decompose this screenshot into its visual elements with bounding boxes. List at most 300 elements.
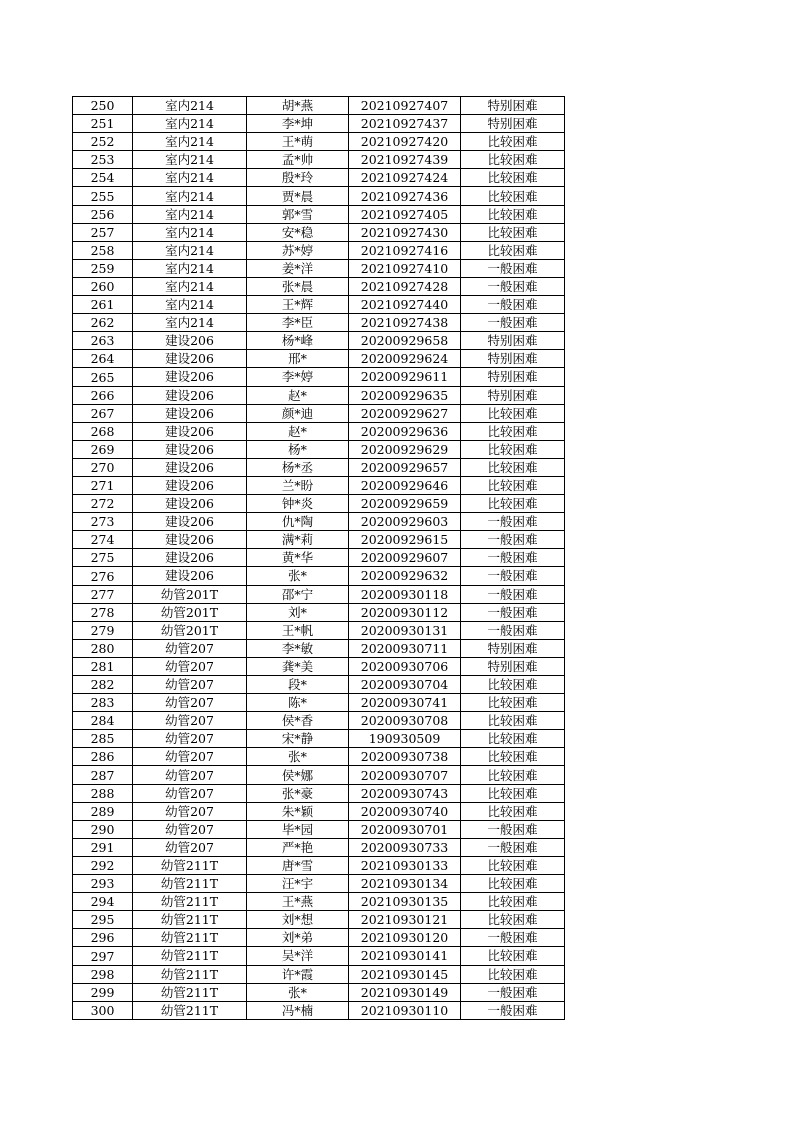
student-id-cell: 20210930121 [349, 911, 461, 929]
difficulty-level-cell: 一般困难 [461, 567, 565, 585]
difficulty-level-cell: 一般困难 [461, 585, 565, 603]
table-row [73, 784, 565, 802]
name-cell: 龚*美 [247, 657, 349, 675]
row-number-cell: 278 [73, 603, 133, 621]
name-cell: 张* [247, 983, 349, 1001]
row-number-cell: 275 [73, 549, 133, 567]
class-cell: 建设206 [133, 422, 247, 440]
table-row [73, 495, 565, 513]
class-cell: 幼管201T [133, 603, 247, 621]
difficulty-level-cell: 比较困难 [461, 748, 565, 766]
table-row [73, 440, 565, 458]
student-id-cell: 20210930133 [349, 856, 461, 874]
table-row [73, 404, 565, 422]
name-cell: 张*晨 [247, 277, 349, 295]
name-cell: 严*艳 [247, 838, 349, 856]
student-id-cell: 20210930149 [349, 983, 461, 1001]
difficulty-level-cell: 比较困难 [461, 133, 565, 151]
name-cell: 吴*洋 [247, 947, 349, 965]
student-id-cell: 20210927424 [349, 169, 461, 187]
name-cell: 冯*楠 [247, 1001, 349, 1019]
table-row [73, 983, 565, 1001]
table-row [73, 187, 565, 205]
class-cell: 幼管207 [133, 748, 247, 766]
table-row [73, 838, 565, 856]
table-row [73, 513, 565, 531]
difficulty-level-cell: 比较困难 [461, 802, 565, 820]
difficulty-level-cell: 特别困难 [461, 115, 565, 133]
class-cell: 幼管211T [133, 911, 247, 929]
difficulty-level-cell: 一般困难 [461, 820, 565, 838]
class-cell: 建设206 [133, 476, 247, 494]
class-cell: 幼管207 [133, 694, 247, 712]
name-cell: 安*稳 [247, 223, 349, 241]
student-id-cell: 20210930110 [349, 1001, 461, 1019]
class-cell: 室内214 [133, 187, 247, 205]
row-number-cell: 251 [73, 115, 133, 133]
student-id-cell: 20200929615 [349, 531, 461, 549]
name-cell: 杨* [247, 440, 349, 458]
name-cell: 钟*炎 [247, 495, 349, 513]
table-row [73, 259, 565, 277]
student-id-cell: 20200929658 [349, 332, 461, 350]
class-cell: 室内214 [133, 241, 247, 259]
student-id-cell: 20200929611 [349, 368, 461, 386]
difficulty-level-cell: 比较困难 [461, 766, 565, 784]
table-row [73, 169, 565, 187]
class-cell: 幼管207 [133, 820, 247, 838]
class-cell: 室内214 [133, 133, 247, 151]
row-number-cell: 283 [73, 694, 133, 712]
row-number-cell: 250 [73, 97, 133, 115]
student-id-cell: 20210927437 [349, 115, 461, 133]
difficulty-level-cell: 比较困难 [461, 476, 565, 494]
class-cell: 幼管211T [133, 856, 247, 874]
student-id-cell: 20200929646 [349, 476, 461, 494]
difficulty-level-cell: 比较困难 [461, 712, 565, 730]
class-cell: 幼管211T [133, 983, 247, 1001]
difficulty-level-cell: 一般困难 [461, 983, 565, 1001]
difficulty-level-cell: 比较困难 [461, 947, 565, 965]
name-cell: 陈* [247, 694, 349, 712]
class-cell: 幼管207 [133, 784, 247, 802]
name-cell: 刘*想 [247, 911, 349, 929]
class-cell: 幼管207 [133, 838, 247, 856]
name-cell: 宋*静 [247, 730, 349, 748]
difficulty-level-cell: 比较困难 [461, 495, 565, 513]
class-cell: 幼管201T [133, 585, 247, 603]
student-id-cell: 20210930134 [349, 875, 461, 893]
name-cell: 王*帆 [247, 621, 349, 639]
row-number-cell: 294 [73, 893, 133, 911]
row-number-cell: 290 [73, 820, 133, 838]
difficulty-level-cell: 比较困难 [461, 875, 565, 893]
name-cell: 殷*玲 [247, 169, 349, 187]
table-row [73, 133, 565, 151]
row-number-cell: 259 [73, 259, 133, 277]
name-cell: 满*莉 [247, 531, 349, 549]
class-cell: 幼管207 [133, 657, 247, 675]
row-number-cell: 258 [73, 241, 133, 259]
difficulty-level-cell: 特别困难 [461, 350, 565, 368]
name-cell: 邵*宁 [247, 585, 349, 603]
row-number-cell: 288 [73, 784, 133, 802]
student-id-cell: 20200930733 [349, 838, 461, 856]
class-cell: 幼管211T [133, 929, 247, 947]
name-cell: 王*萌 [247, 133, 349, 151]
row-number-cell: 274 [73, 531, 133, 549]
class-cell: 建设206 [133, 513, 247, 531]
row-number-cell: 277 [73, 585, 133, 603]
difficulty-level-cell: 比较困难 [461, 241, 565, 259]
table-row [73, 531, 565, 549]
table-row [73, 314, 565, 332]
row-number-cell: 280 [73, 639, 133, 657]
table-row [73, 929, 565, 947]
difficulty-level-cell: 比较困难 [461, 187, 565, 205]
class-cell: 室内214 [133, 97, 247, 115]
row-number-cell: 299 [73, 983, 133, 1001]
name-cell: 兰*盼 [247, 476, 349, 494]
name-cell: 侯*娜 [247, 766, 349, 784]
student-table [72, 96, 565, 1020]
difficulty-level-cell: 特别困难 [461, 386, 565, 404]
row-number-cell: 261 [73, 296, 133, 314]
name-cell: 汪*宇 [247, 875, 349, 893]
student-id-cell: 20200930740 [349, 802, 461, 820]
difficulty-level-cell: 比较困难 [461, 151, 565, 169]
student-id-cell: 20210927439 [349, 151, 461, 169]
table-row [73, 205, 565, 223]
difficulty-level-cell: 特别困难 [461, 97, 565, 115]
row-number-cell: 293 [73, 875, 133, 893]
student-id-cell: 20200930704 [349, 676, 461, 694]
name-cell: 赵* [247, 422, 349, 440]
name-cell: 许*霞 [247, 965, 349, 983]
name-cell: 张* [247, 748, 349, 766]
name-cell: 赵* [247, 386, 349, 404]
name-cell: 邢* [247, 350, 349, 368]
name-cell: 刘* [247, 603, 349, 621]
difficulty-level-cell: 特别困难 [461, 639, 565, 657]
table-row [73, 965, 565, 983]
class-cell: 室内214 [133, 314, 247, 332]
class-cell: 室内214 [133, 296, 247, 314]
table-row [73, 223, 565, 241]
difficulty-level-cell: 一般困难 [461, 603, 565, 621]
row-number-cell: 289 [73, 802, 133, 820]
row-number-cell: 267 [73, 404, 133, 422]
name-cell: 毕*园 [247, 820, 349, 838]
class-cell: 室内214 [133, 169, 247, 187]
difficulty-level-cell: 一般困难 [461, 259, 565, 277]
row-number-cell: 253 [73, 151, 133, 169]
difficulty-level-cell: 一般困难 [461, 531, 565, 549]
table-row [73, 476, 565, 494]
student-id-cell: 20200930711 [349, 639, 461, 657]
name-cell: 颜*迪 [247, 404, 349, 422]
class-cell: 室内214 [133, 223, 247, 241]
row-number-cell: 255 [73, 187, 133, 205]
table-row [73, 567, 565, 585]
student-id-cell: 20200930741 [349, 694, 461, 712]
row-number-cell: 286 [73, 748, 133, 766]
student-id-cell: 20210927430 [349, 223, 461, 241]
student-id-cell: 20200930112 [349, 603, 461, 621]
table-row [73, 712, 565, 730]
difficulty-level-cell: 比较困难 [461, 458, 565, 476]
student-id-cell: 20210927407 [349, 97, 461, 115]
name-cell: 唐*雪 [247, 856, 349, 874]
student-id-cell: 20200929632 [349, 567, 461, 585]
row-number-cell: 256 [73, 205, 133, 223]
row-number-cell: 260 [73, 277, 133, 295]
table-row [73, 694, 565, 712]
class-cell: 幼管207 [133, 730, 247, 748]
student-id-cell: 20200930701 [349, 820, 461, 838]
student-id-cell: 20200930118 [349, 585, 461, 603]
name-cell: 黄*华 [247, 549, 349, 567]
row-number-cell: 282 [73, 676, 133, 694]
difficulty-level-cell: 比较困难 [461, 404, 565, 422]
difficulty-level-cell: 比较困难 [461, 205, 565, 223]
class-cell: 幼管211T [133, 875, 247, 893]
row-number-cell: 292 [73, 856, 133, 874]
student-id-cell: 20200929659 [349, 495, 461, 513]
difficulty-level-cell: 特别困难 [461, 368, 565, 386]
class-cell: 建设206 [133, 386, 247, 404]
name-cell: 李*婷 [247, 368, 349, 386]
difficulty-level-cell: 比较困难 [461, 965, 565, 983]
student-id-cell: 20200929635 [349, 386, 461, 404]
row-number-cell: 264 [73, 350, 133, 368]
difficulty-level-cell: 一般困难 [461, 838, 565, 856]
table-row [73, 585, 565, 603]
class-cell: 建设206 [133, 440, 247, 458]
student-id-cell: 20210927410 [349, 259, 461, 277]
table-row [73, 296, 565, 314]
class-cell: 建设206 [133, 549, 247, 567]
student-id-cell: 20200930707 [349, 766, 461, 784]
class-cell: 室内214 [133, 205, 247, 223]
student-id-cell: 20200929636 [349, 422, 461, 440]
difficulty-level-cell: 一般困难 [461, 929, 565, 947]
name-cell: 张*豪 [247, 784, 349, 802]
class-cell: 幼管207 [133, 712, 247, 730]
table-row [73, 911, 565, 929]
row-number-cell: 295 [73, 911, 133, 929]
table-row [73, 820, 565, 838]
class-cell: 幼管211T [133, 1001, 247, 1019]
student-id-cell: 20210927416 [349, 241, 461, 259]
table-row [73, 549, 565, 567]
name-cell: 王*辉 [247, 296, 349, 314]
student-id-cell: 20200929607 [349, 549, 461, 567]
class-cell: 建设206 [133, 567, 247, 585]
class-cell: 幼管211T [133, 893, 247, 911]
name-cell: 李*臣 [247, 314, 349, 332]
student-id-cell: 20210927428 [349, 277, 461, 295]
difficulty-level-cell: 比较困难 [461, 440, 565, 458]
table-row [73, 241, 565, 259]
difficulty-level-cell: 一般困难 [461, 296, 565, 314]
table-row [73, 621, 565, 639]
student-id-cell: 20210927436 [349, 187, 461, 205]
name-cell: 李*敏 [247, 639, 349, 657]
student-id-cell: 20200929657 [349, 458, 461, 476]
row-number-cell: 300 [73, 1001, 133, 1019]
class-cell: 幼管211T [133, 965, 247, 983]
row-number-cell: 285 [73, 730, 133, 748]
table-row [73, 422, 565, 440]
table-row [73, 947, 565, 965]
table-row [73, 748, 565, 766]
row-number-cell: 281 [73, 657, 133, 675]
row-number-cell: 276 [73, 567, 133, 585]
row-number-cell: 270 [73, 458, 133, 476]
table-row [73, 1001, 565, 1019]
name-cell: 姜*洋 [247, 259, 349, 277]
table-row [73, 766, 565, 784]
difficulty-level-cell: 比较困难 [461, 911, 565, 929]
difficulty-level-cell: 比较困难 [461, 784, 565, 802]
row-number-cell: 296 [73, 929, 133, 947]
class-cell: 建设206 [133, 404, 247, 422]
table-row [73, 368, 565, 386]
student-id-cell: 20200930706 [349, 657, 461, 675]
difficulty-level-cell: 一般困难 [461, 513, 565, 531]
student-id-cell: 20210930141 [349, 947, 461, 965]
class-cell: 建设206 [133, 350, 247, 368]
student-id-cell: 20200930738 [349, 748, 461, 766]
table-row [73, 97, 565, 115]
table-row [73, 115, 565, 133]
row-number-cell: 291 [73, 838, 133, 856]
class-cell: 建设206 [133, 495, 247, 513]
row-number-cell: 279 [73, 621, 133, 639]
name-cell: 郭*雪 [247, 205, 349, 223]
class-cell: 室内214 [133, 259, 247, 277]
row-number-cell: 263 [73, 332, 133, 350]
name-cell: 王*燕 [247, 893, 349, 911]
row-number-cell: 298 [73, 965, 133, 983]
difficulty-level-cell: 比较困难 [461, 676, 565, 694]
difficulty-level-cell: 一般困难 [461, 1001, 565, 1019]
class-cell: 幼管207 [133, 802, 247, 820]
difficulty-level-cell: 比较困难 [461, 422, 565, 440]
student-id-cell: 20200930131 [349, 621, 461, 639]
class-cell: 建设206 [133, 458, 247, 476]
student-id-cell: 20210930120 [349, 929, 461, 947]
student-id-cell: 20210930135 [349, 893, 461, 911]
name-cell: 李*坤 [247, 115, 349, 133]
class-cell: 幼管207 [133, 766, 247, 784]
name-cell: 朱*颖 [247, 802, 349, 820]
class-cell: 建设206 [133, 531, 247, 549]
difficulty-level-cell: 比较困难 [461, 223, 565, 241]
class-cell: 幼管211T [133, 947, 247, 965]
table-row [73, 386, 565, 404]
student-id-cell: 20210927420 [349, 133, 461, 151]
class-cell: 幼管201T [133, 621, 247, 639]
name-cell: 侯*香 [247, 712, 349, 730]
difficulty-level-cell: 比较困难 [461, 730, 565, 748]
name-cell: 张* [247, 567, 349, 585]
row-number-cell: 297 [73, 947, 133, 965]
table-row [73, 657, 565, 675]
difficulty-level-cell: 一般困难 [461, 277, 565, 295]
student-id-cell: 20210930145 [349, 965, 461, 983]
student-id-cell: 20200929629 [349, 440, 461, 458]
name-cell: 胡*燕 [247, 97, 349, 115]
student-id-cell: 20210927440 [349, 296, 461, 314]
row-number-cell: 273 [73, 513, 133, 531]
difficulty-level-cell: 比较困难 [461, 893, 565, 911]
name-cell: 苏*婷 [247, 241, 349, 259]
student-id-cell: 20200930708 [349, 712, 461, 730]
table-row [73, 856, 565, 874]
row-number-cell: 266 [73, 386, 133, 404]
difficulty-level-cell: 一般困难 [461, 549, 565, 567]
difficulty-level-cell: 一般困难 [461, 314, 565, 332]
table-row [73, 603, 565, 621]
row-number-cell: 254 [73, 169, 133, 187]
row-number-cell: 252 [73, 133, 133, 151]
row-number-cell: 257 [73, 223, 133, 241]
row-number-cell: 268 [73, 422, 133, 440]
difficulty-level-cell: 比较困难 [461, 169, 565, 187]
class-cell: 室内214 [133, 115, 247, 133]
table-row [73, 458, 565, 476]
table-row [73, 639, 565, 657]
table-row [73, 277, 565, 295]
table-row [73, 875, 565, 893]
row-number-cell: 262 [73, 314, 133, 332]
row-number-cell: 272 [73, 495, 133, 513]
class-cell: 室内214 [133, 277, 247, 295]
difficulty-level-cell: 比较困难 [461, 694, 565, 712]
name-cell: 仇*陶 [247, 513, 349, 531]
difficulty-level-cell: 特别困难 [461, 657, 565, 675]
name-cell: 贾*晨 [247, 187, 349, 205]
row-number-cell: 269 [73, 440, 133, 458]
student-id-cell: 20210927438 [349, 314, 461, 332]
student-id-cell: 20200930743 [349, 784, 461, 802]
name-cell: 杨*峰 [247, 332, 349, 350]
row-number-cell: 287 [73, 766, 133, 784]
row-number-cell: 271 [73, 476, 133, 494]
row-number-cell: 265 [73, 368, 133, 386]
name-cell: 段* [247, 676, 349, 694]
class-cell: 幼管207 [133, 639, 247, 657]
class-cell: 建设206 [133, 368, 247, 386]
difficulty-level-cell: 特别困难 [461, 332, 565, 350]
class-cell: 幼管207 [133, 676, 247, 694]
table-row [73, 676, 565, 694]
table-row [73, 802, 565, 820]
name-cell: 杨*丞 [247, 458, 349, 476]
student-id-cell: 20200929627 [349, 404, 461, 422]
table-row [73, 730, 565, 748]
table-row [73, 332, 565, 350]
difficulty-level-cell: 一般困难 [461, 621, 565, 639]
class-cell: 建设206 [133, 332, 247, 350]
row-number-cell: 284 [73, 712, 133, 730]
student-id-cell: 20200929624 [349, 350, 461, 368]
difficulty-level-cell: 比较困难 [461, 856, 565, 874]
name-cell: 孟*帅 [247, 151, 349, 169]
student-id-cell: 20200929603 [349, 513, 461, 531]
